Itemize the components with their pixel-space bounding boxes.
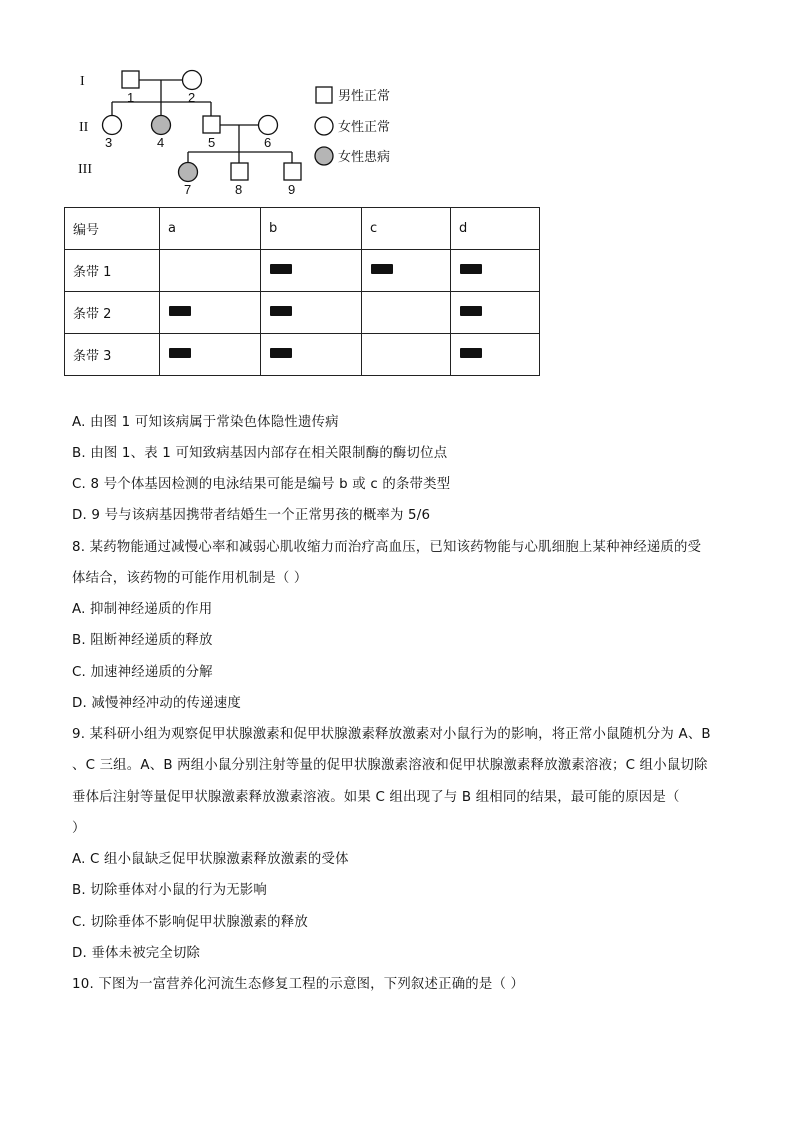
legend-female-normal-symbol <box>315 117 333 135</box>
q9-stem-line-4: ） <box>72 821 86 836</box>
q7-option-b: B. 由图 1、表 1 可知致病基因内部存在相关限制酶的酶切位点 <box>72 446 448 461</box>
individual-5-male-normal <box>203 116 220 133</box>
q9-option-c: C. 切除垂体不影响促甲状腺激素的释放 <box>72 915 308 930</box>
band-cell <box>362 250 451 292</box>
band-cell <box>160 292 261 334</box>
q8-option-a: A. 抑制神经递质的作用 <box>72 602 213 617</box>
band-cell <box>362 334 451 376</box>
individual-number: 2 <box>188 90 196 105</box>
table-row <box>65 292 540 334</box>
table-header-cell: b <box>261 208 362 250</box>
band-mark <box>169 306 191 316</box>
generation-label-2: II <box>79 120 89 135</box>
legend-female-affected-label: 女性患病 <box>338 150 391 165</box>
band-cell <box>451 334 540 376</box>
band-cell <box>261 292 362 334</box>
band-mark <box>371 264 393 274</box>
individual-2-female-normal <box>183 71 202 90</box>
q8-stem-line-2: 体结合，该药物的可能作用机制是（ ） <box>72 571 308 586</box>
individual-number: 4 <box>157 135 165 150</box>
row-label: 条带 2 <box>65 292 160 334</box>
band-cell <box>261 334 362 376</box>
q7-option-a: A. 由图 1 可知该病属于常染色体隐性遗传病 <box>72 415 339 430</box>
table-header-cell: a <box>160 208 261 250</box>
legend-male-normal-symbol <box>316 87 332 103</box>
individual-number: 7 <box>184 182 192 197</box>
q7-option-c: C. 8 号个体基因检测的电泳结果可能是编号 b 或 c 的条带类型 <box>72 477 451 492</box>
table-header-row <box>65 208 540 250</box>
band-cell <box>451 292 540 334</box>
electrophoresis-table <box>64 207 540 376</box>
table-row <box>65 334 540 376</box>
q9-option-a: A. C 组小鼠缺乏促甲状腺激素释放激素的受体 <box>72 852 349 867</box>
table-row <box>65 250 540 292</box>
band-cell <box>160 250 261 292</box>
individual-number: 6 <box>264 135 272 150</box>
individual-number: 8 <box>235 182 243 197</box>
band-mark <box>270 306 292 316</box>
band-cell <box>261 250 362 292</box>
q8-option-c: C. 加速神经递质的分解 <box>72 665 213 680</box>
band-mark <box>270 264 292 274</box>
table-header-cell: c <box>362 208 451 250</box>
q7-option-d: D. 9 号与该病基因携带者结婚生一个正常男孩的概率为 5/6 <box>72 508 431 523</box>
q8-option-d: D. 减慢神经冲动的传递速度 <box>72 696 241 711</box>
individual-1-male-normal <box>122 71 139 88</box>
band-mark <box>460 348 482 358</box>
band-cell <box>362 292 451 334</box>
individual-7-female-affected <box>179 163 198 182</box>
q9-stem-line-2: 、C 三组。A、B 两组小鼠分别注射等量的促甲状腺激素溶液和促甲状腺激素释放激素溶液；C 组小鼠切除 <box>72 758 708 773</box>
individual-4-female-affected <box>152 116 171 135</box>
row-label: 条带 3 <box>65 334 160 376</box>
individual-6-female-normal <box>259 116 278 135</box>
q9-stem-line-1: 9. 某科研小组为观察促甲状腺激素和促甲状腺激素释放激素对小鼠行为的影响，将正常小鼠随机分为 A、B <box>72 727 711 742</box>
pedigree-diagram <box>70 62 410 202</box>
band-cell <box>160 334 261 376</box>
band-mark <box>460 306 482 316</box>
q9-option-d: D. 垂体未被完全切除 <box>72 946 201 961</box>
individual-number: 9 <box>288 182 296 197</box>
legend-male-normal-label: 男性正常 <box>338 89 391 104</box>
q10-stem: 10. 下图为一富营养化河流生态修复工程的示意图，下列叙述正确的是（ ） <box>72 977 525 992</box>
individual-number: 5 <box>208 135 216 150</box>
individual-3-female-normal <box>103 116 122 135</box>
generation-label-1: I <box>80 74 85 89</box>
generation-label-3: III <box>78 162 92 177</box>
band-mark <box>169 348 191 358</box>
table-header-cell: 编号 <box>65 208 160 250</box>
band-mark <box>270 348 292 358</box>
band-cell <box>451 250 540 292</box>
row-label: 条带 1 <box>65 250 160 292</box>
q9-option-b: B. 切除垂体对小鼠的行为无影响 <box>72 883 267 898</box>
individual-9-male-normal <box>284 163 301 180</box>
individual-8-male-normal <box>231 163 248 180</box>
q8-option-b: B. 阻断神经递质的释放 <box>72 633 213 648</box>
individual-number: 1 <box>127 90 135 105</box>
individual-number: 3 <box>105 135 113 150</box>
q9-stem-line-3: 垂体后注射等量促甲状腺激素释放激素溶液。如果 C 组出现了与 B 组相同的结果，最可能的原因是（ <box>72 790 680 805</box>
legend-female-affected-symbol <box>315 147 333 165</box>
band-mark <box>460 264 482 274</box>
q8-stem-line-1: 8. 某药物能通过减慢心率和减弱心肌收缩力而治疗高血压，已知该药物能与心肌细胞上某种神经递质的受 <box>72 540 702 555</box>
legend-female-normal-label: 女性正常 <box>338 120 391 135</box>
table-header-cell: d <box>451 208 540 250</box>
